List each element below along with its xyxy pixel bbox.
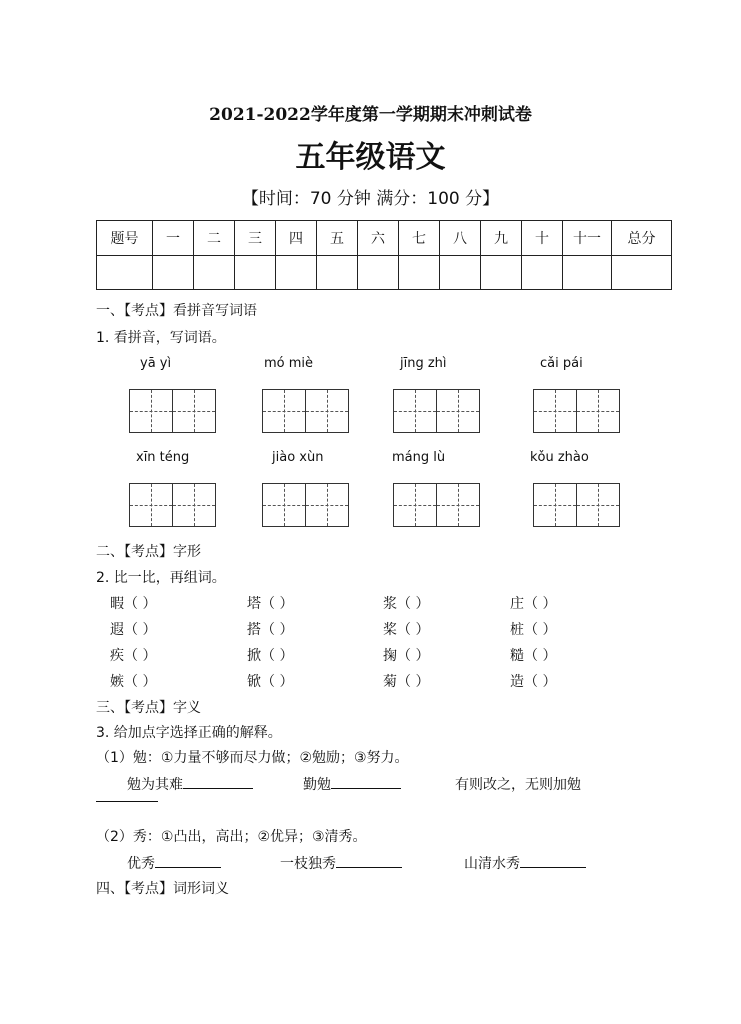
score-header-cell: 十 [522, 221, 563, 256]
score-header-cell: 二 [194, 221, 235, 256]
section1-question: 1. 看拼音，写词语。 [96, 330, 226, 346]
tianzige-cell[interactable] [393, 483, 437, 527]
section3-sub2-prompt: （2）秀：①凸出，高出；②优异；③清秀。 [96, 829, 367, 845]
char-compare-item: 菊（ ） [383, 674, 430, 690]
answer-item-text: 勤勉 [303, 777, 331, 793]
char-compare-item: 疾（ ） [110, 648, 157, 664]
section2-question: 2. 比一比，再组词。 [96, 570, 226, 586]
writing-grid[interactable] [533, 483, 620, 527]
pinyin-label: jiào xùn [272, 450, 324, 465]
answer-blank[interactable] [336, 853, 402, 868]
score-header-cell: 十一 [563, 221, 612, 256]
answer-blank[interactable] [331, 774, 401, 789]
tianzige-cell[interactable] [436, 483, 480, 527]
answer-item-text: 一枝独秀 [280, 856, 336, 872]
char-compare-item: 糙（ ） [510, 648, 557, 664]
score-cell[interactable] [481, 255, 522, 290]
score-table-header-row [97, 221, 672, 256]
score-header-cell: 九 [481, 221, 522, 256]
answer-item-text: 有则改之，无则加勉 [455, 777, 581, 793]
char-compare-item: 塔（ ） [247, 596, 294, 612]
tianzige-cell[interactable] [393, 389, 437, 433]
writing-grid[interactable] [262, 389, 349, 433]
section3-question: 3. 给加点字选择正确的解释。 [96, 725, 282, 741]
answer-blank[interactable] [96, 801, 158, 802]
char-compare-item: 浆（ ） [383, 596, 430, 612]
section2-heading: 二、【考点】字形 [96, 544, 201, 560]
score-table-blank-row [97, 255, 672, 290]
char-compare-item: 掬（ ） [383, 648, 430, 664]
char-compare-item: 桩（ ） [510, 622, 557, 638]
char-compare-item: 遐（ ） [110, 622, 157, 638]
score-table [96, 220, 672, 290]
score-header-cell: 七 [399, 221, 440, 256]
tianzige-cell[interactable] [305, 389, 349, 433]
section3-heading: 三、【考点】字义 [96, 700, 201, 716]
score-header-cell: 三 [235, 221, 276, 256]
pinyin-label: kǒu zhào [530, 450, 589, 465]
writing-grid[interactable] [533, 389, 620, 433]
score-header-cell: 六 [358, 221, 399, 256]
score-cell[interactable] [317, 255, 358, 290]
pinyin-label: jīng zhì [400, 356, 447, 371]
score-header-cell: 一 [153, 221, 194, 256]
tianzige-cell[interactable] [172, 483, 216, 527]
score-cell[interactable] [153, 255, 194, 290]
section4-heading: 四、【考点】词形词义 [96, 881, 229, 897]
score-cell[interactable] [440, 255, 481, 290]
char-compare-item: 庄（ ） [510, 596, 557, 612]
answer-item-text: 勉为其难 [127, 777, 183, 793]
answer-blank[interactable] [155, 853, 221, 868]
score-cell[interactable] [612, 255, 672, 290]
tianzige-cell[interactable] [533, 389, 577, 433]
tianzige-cell[interactable] [172, 389, 216, 433]
score-cell[interactable] [276, 255, 317, 290]
writing-grid[interactable] [393, 389, 480, 433]
answer-item [127, 774, 253, 794]
tianzige-cell[interactable] [129, 483, 173, 527]
section1-heading: 一、【考点】看拼音写词语 [96, 303, 257, 319]
writing-grid[interactable] [129, 483, 216, 527]
char-compare-item: 造（ ） [510, 674, 557, 690]
char-compare-item: 暇（ ） [110, 596, 157, 612]
char-compare-item: 桨（ ） [383, 622, 430, 638]
answer-blank[interactable] [183, 774, 253, 789]
answer-item [464, 853, 586, 873]
tianzige-cell[interactable] [262, 483, 306, 527]
writing-grid[interactable] [393, 483, 480, 527]
answer-item [303, 774, 401, 794]
section3-sub1-prompt: （1）勉：①力量不够而尽力做；②勉励；③努力。 [96, 750, 409, 766]
answer-item [280, 853, 402, 873]
pinyin-label: máng lù [392, 450, 446, 465]
writing-grid[interactable] [262, 483, 349, 527]
score-header-cell: 八 [440, 221, 481, 256]
pinyin-label: cǎi pái [540, 356, 583, 371]
score-cell[interactable] [399, 255, 440, 290]
char-compare-item: 锨（ ） [247, 674, 294, 690]
tianzige-cell[interactable] [262, 389, 306, 433]
score-header-cell: 题号 [97, 221, 153, 256]
tianzige-cell[interactable] [129, 389, 173, 433]
answer-blank[interactable] [520, 853, 586, 868]
writing-grid[interactable] [129, 389, 216, 433]
char-compare-item: 掀（ ） [247, 648, 294, 664]
score-cell[interactable] [235, 255, 276, 290]
pinyin-label: yā yì [140, 356, 172, 371]
tianzige-cell[interactable] [576, 483, 620, 527]
score-header-cell: 五 [317, 221, 358, 256]
score-cell[interactable] [194, 255, 235, 290]
score-header-cell: 总分 [612, 221, 672, 256]
exam-title: 2021-2022学年度第一学期期末冲刺试卷 [209, 105, 532, 125]
exam-meta: 【时间：70 分钟 满分：100 分】 [241, 189, 500, 209]
answer-item-text: 山清水秀 [464, 856, 520, 872]
pinyin-label: mó miè [264, 356, 314, 371]
char-compare-item: 搭（ ） [247, 622, 294, 638]
tianzige-cell[interactable] [576, 389, 620, 433]
score-cell[interactable] [522, 255, 563, 290]
score-cell[interactable] [563, 255, 612, 290]
char-compare-item: 嫉（ ） [110, 674, 157, 690]
subject-title: 五年级语文 [295, 140, 446, 175]
tianzige-cell[interactable] [436, 389, 480, 433]
pinyin-label: xīn téng [136, 450, 190, 465]
tianzige-cell[interactable] [305, 483, 349, 527]
score-header-cell: 四 [276, 221, 317, 256]
answer-item [127, 853, 221, 873]
tianzige-cell[interactable] [533, 483, 577, 527]
score-cell[interactable] [358, 255, 399, 290]
score-cell[interactable] [97, 255, 153, 290]
answer-item-text: 优秀 [127, 856, 155, 872]
